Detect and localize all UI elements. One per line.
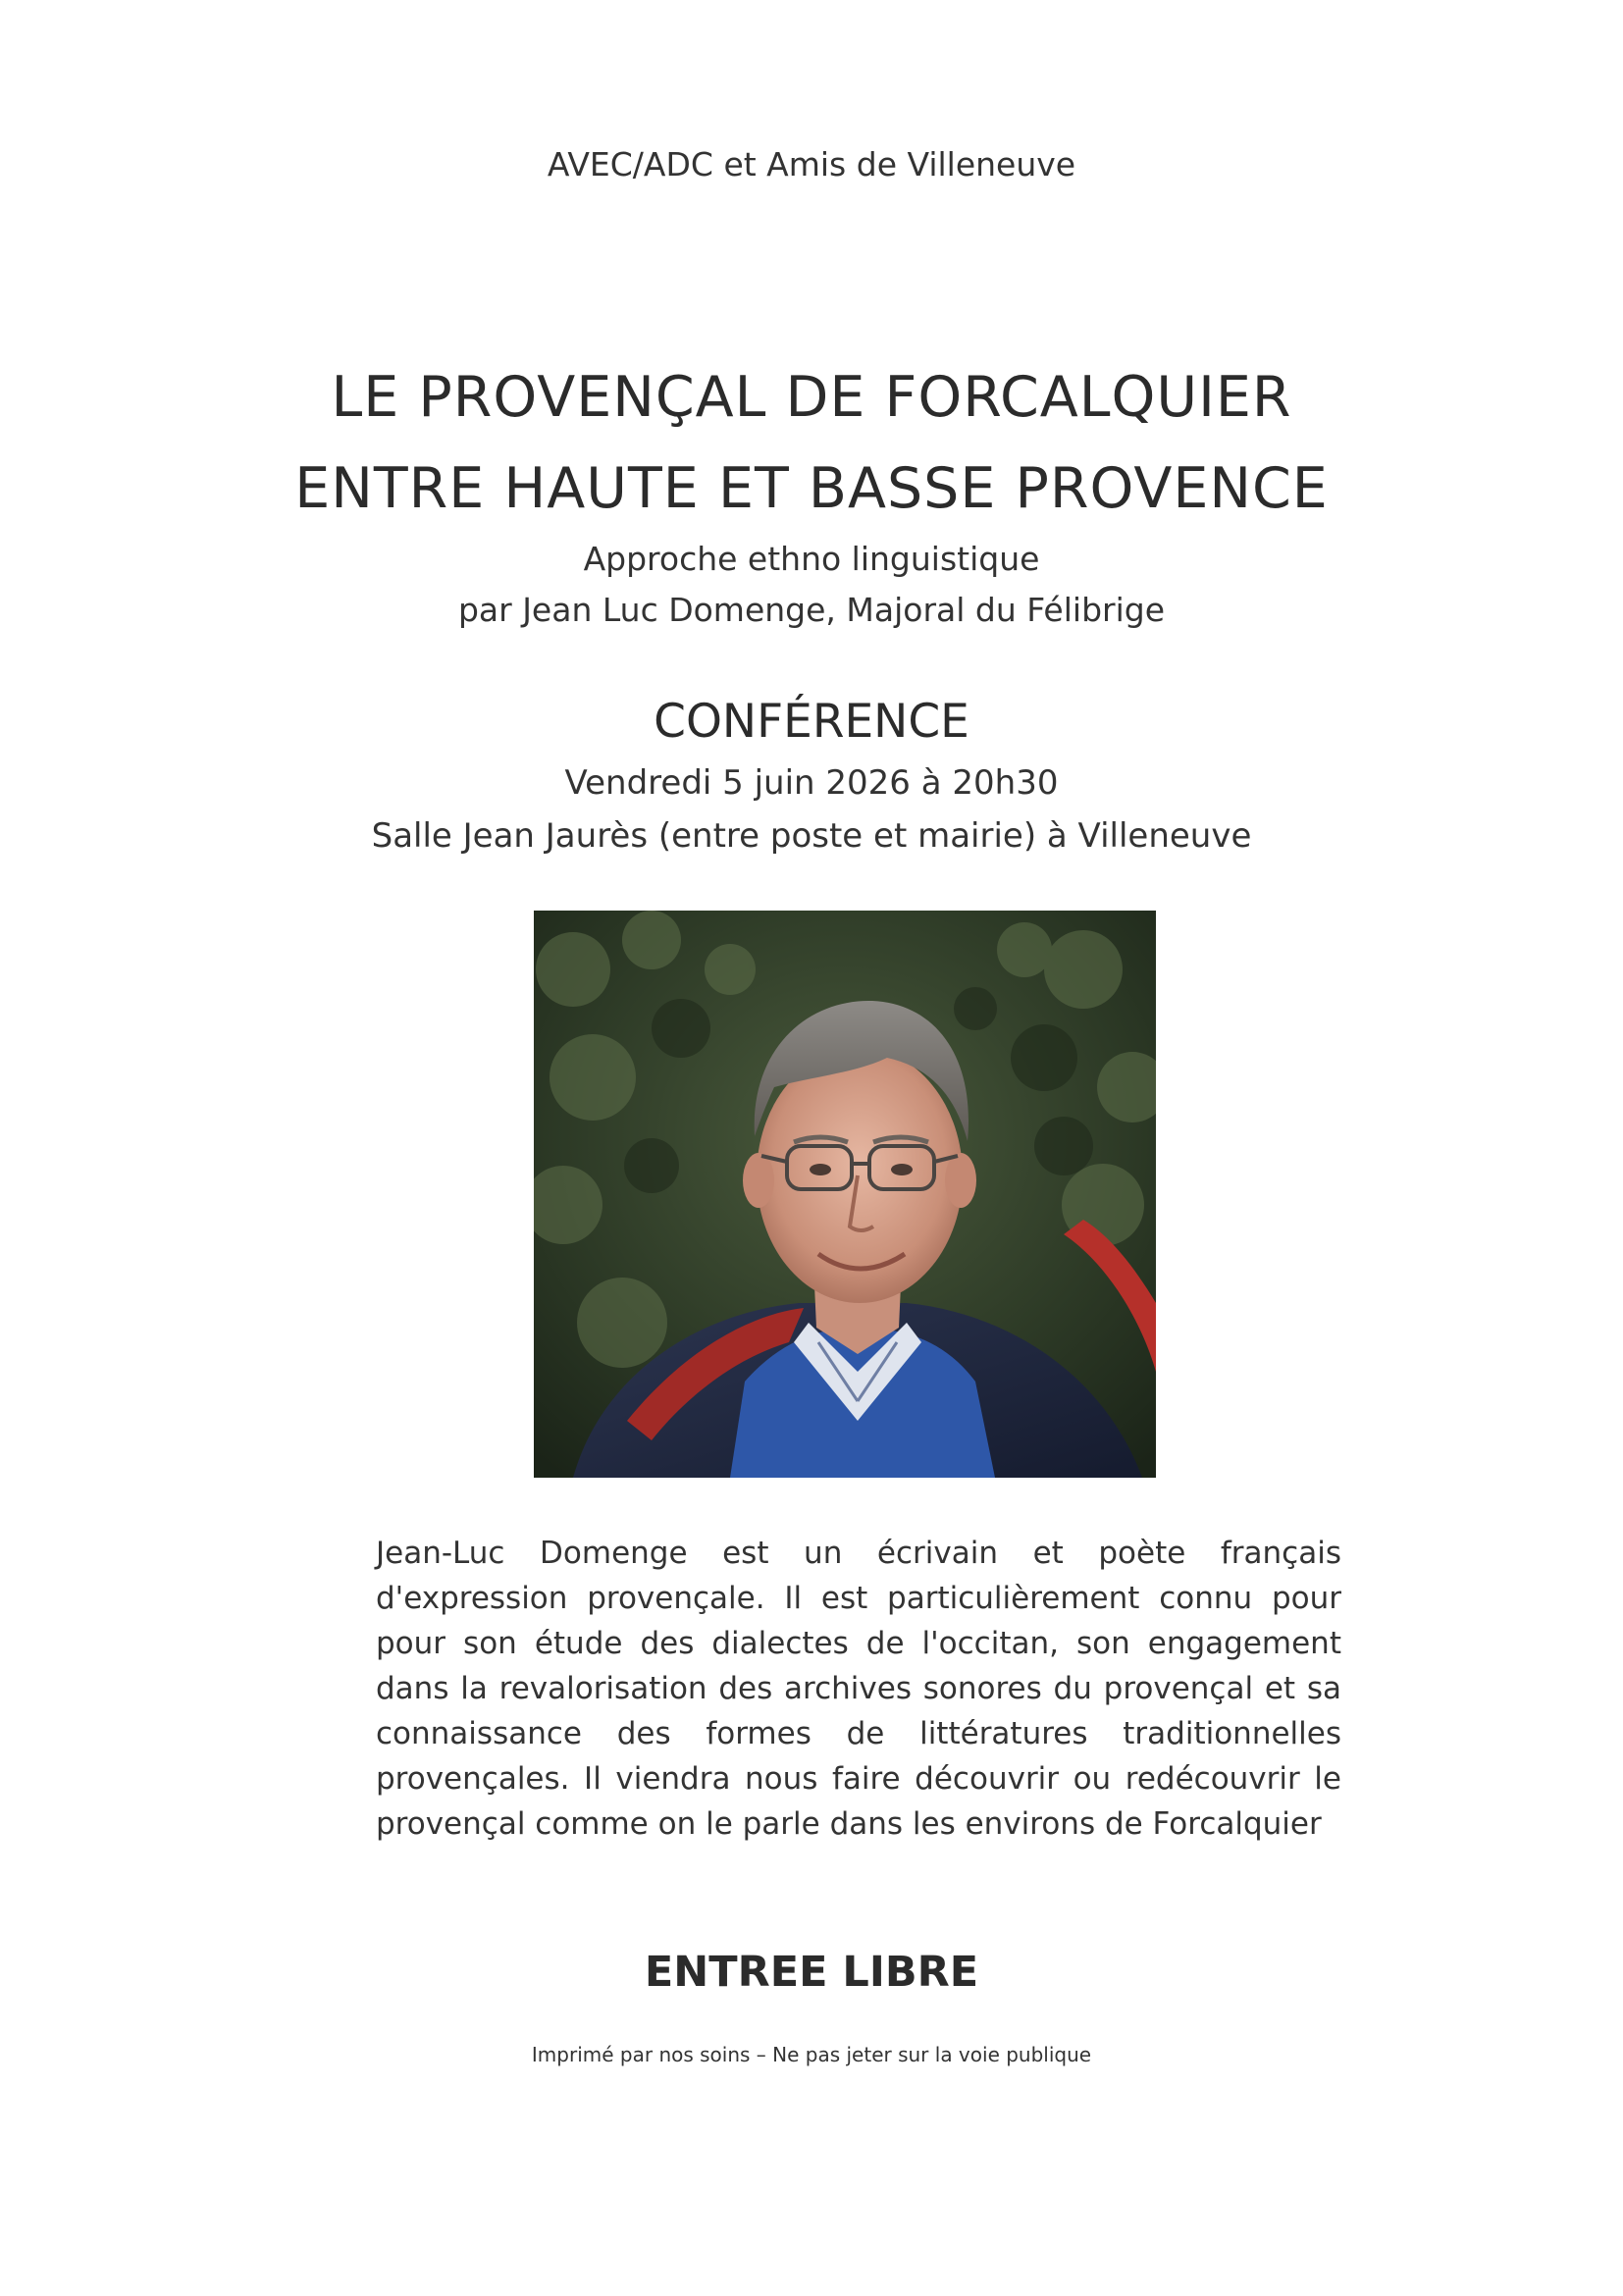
organizers-heading: AVEC/ADC et Amis de Villeneuve [547,145,1076,183]
footer-note: Imprimé par nos soins – Ne pas jeter sur la voie publique [531,2043,1092,2066]
subtitle-approach: Approche ethno linguistique [583,540,1040,578]
admission-notice: ENTREE LIBRE [644,1948,979,1997]
author-line: par Jean Luc Domenge, Majoral du Félibrige [457,591,1166,629]
title-line-2: ENTRE HAUTE ET BASSE PROVENCE [294,456,1329,521]
speaker-bio-paragraph: Jean-Luc Domenge est un écrivain et poète français d'expression provençale. Il est particulièrement connu pour pour son étude des dialectes de l'occitan, son engagement dans la revalorisation des archives sonores du provençal et sa connaissance des formes de littératures traditionnelles provençales. Il viendra nous faire découvrir ou redécouvrir le provençal comme on le parle dans les environs de Forcalquier [376,1536,1341,1842]
event-place: Salle Jean Jaurès (entre poste et mairie) à Villeneuve [371,816,1252,856]
title-line-1: LE PROVENÇAL DE FORCALQUIER [331,365,1292,430]
event-type: CONFÉRENCE [654,695,969,749]
speaker-portrait-photo [534,911,1156,1478]
event-date: Vendredi 5 juin 2026 à 20h30 [564,763,1059,803]
portrait-illustration [534,911,1156,1478]
